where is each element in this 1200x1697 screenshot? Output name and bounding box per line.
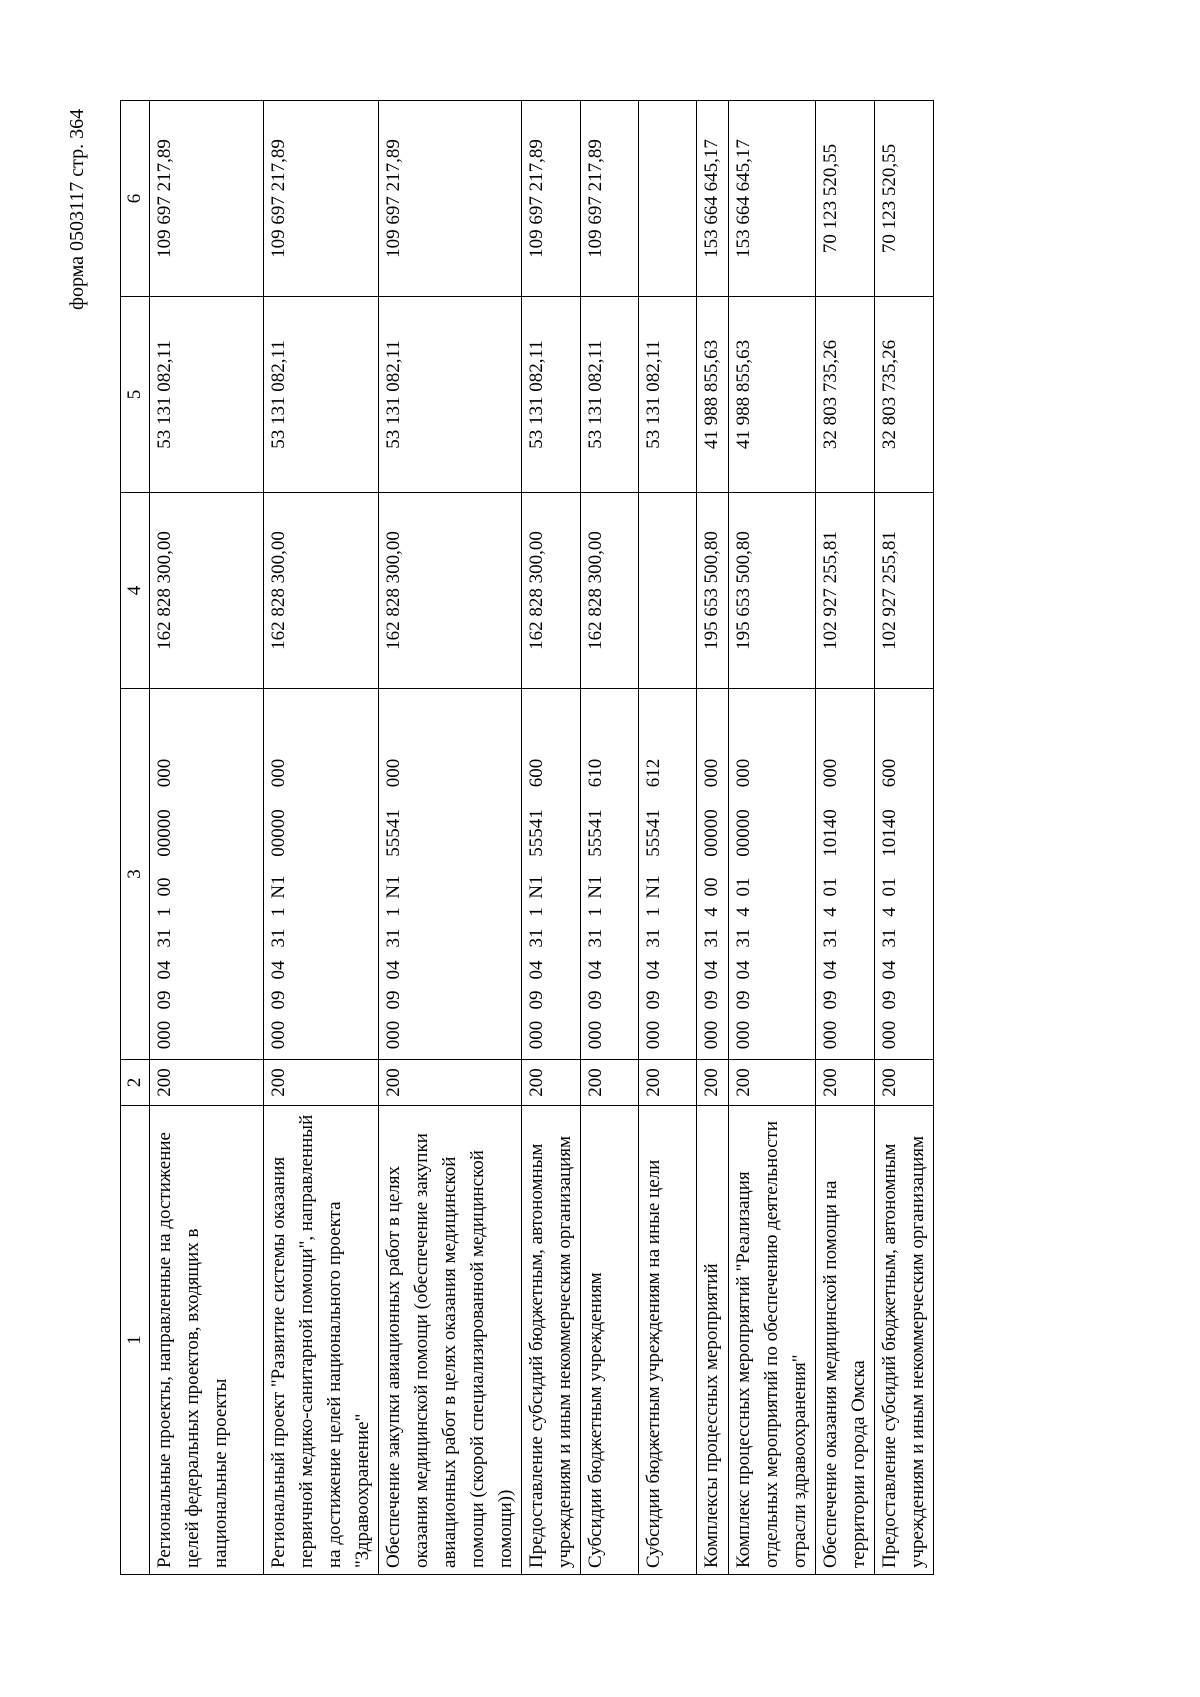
kbk-part: 1 bbox=[643, 907, 664, 917]
row-col5: 41 988 855,63 bbox=[729, 297, 816, 493]
row-kbk bbox=[816, 689, 875, 1060]
row-col4: 102 927 255,81 bbox=[816, 493, 875, 689]
row-col6: 109 697 217,89 bbox=[150, 101, 264, 297]
row-col6: 70 123 520,55 bbox=[875, 101, 934, 297]
row-col4: 102 927 255,81 bbox=[875, 493, 934, 689]
row-description: Комплекс процессных мероприятий "Реализация отдельных мероприятий по обеспечению деятельности отрасли здравоохранения" bbox=[729, 1106, 816, 1575]
kbk-part: 09 bbox=[585, 990, 606, 1010]
row-description: Обеспечение оказания медицинской помощи на территории города Омска bbox=[816, 1106, 875, 1575]
row-col4: 195 653 500,80 bbox=[697, 493, 729, 689]
kbk-part: 000 bbox=[733, 1020, 754, 1050]
row-col4: 162 828 300,00 bbox=[379, 493, 522, 689]
row-description: Субсидии бюджетным учреждениям на иные цели bbox=[639, 1106, 697, 1575]
kbk-part: N1 bbox=[643, 875, 664, 899]
row-kbk bbox=[150, 689, 264, 1060]
kbk-part: 04 bbox=[585, 960, 606, 980]
kbk-part: 31 bbox=[820, 928, 841, 948]
kbk-part: 4 bbox=[820, 907, 841, 917]
col-header: 3 bbox=[121, 689, 150, 1060]
row-col6: 70 123 520,55 bbox=[816, 101, 875, 297]
row-kbk bbox=[522, 689, 581, 1060]
kbk-part: N1 bbox=[526, 875, 547, 899]
kbk-part: 00 bbox=[701, 877, 722, 897]
kbk-part: 00000 bbox=[154, 809, 175, 857]
kbk-part: 1 bbox=[526, 907, 547, 917]
kbk-part: 00000 bbox=[701, 809, 722, 857]
row-col6: 109 697 217,89 bbox=[522, 101, 581, 297]
row-code: 200 bbox=[729, 1060, 816, 1106]
kbk-part: 09 bbox=[268, 990, 289, 1010]
kbk-part: 000 bbox=[701, 758, 722, 788]
kbk-part: 000 bbox=[154, 1020, 175, 1050]
row-description: Субсидии бюджетным учреждениям bbox=[581, 1106, 639, 1575]
kbk-part: 612 bbox=[643, 758, 664, 788]
table-row bbox=[264, 101, 379, 1575]
kbk-part: 09 bbox=[879, 990, 900, 1010]
row-kbk bbox=[697, 689, 729, 1060]
budget-table bbox=[120, 100, 934, 1575]
kbk-part: 10140 bbox=[879, 809, 900, 857]
kbk-part: 1 bbox=[268, 907, 289, 917]
row-col5: 53 131 082,11 bbox=[150, 297, 264, 493]
kbk-part: 31 bbox=[643, 928, 664, 948]
kbk-part: 000 bbox=[268, 1020, 289, 1050]
row-kbk bbox=[581, 689, 639, 1060]
row-col5: 53 131 082,11 bbox=[639, 297, 697, 493]
row-description: Предоставление субсидий бюджетным, автономным учреждениям и иным некоммерческим организациям bbox=[522, 1106, 581, 1575]
row-col5: 32 803 735,26 bbox=[816, 297, 875, 493]
form-label: форма 0503117 стр. 364 bbox=[66, 108, 88, 310]
table-row bbox=[150, 101, 264, 1575]
row-col4: 162 828 300,00 bbox=[264, 493, 379, 689]
kbk-part: 09 bbox=[701, 990, 722, 1010]
row-kbk bbox=[639, 689, 697, 1060]
row-description: Региональный проект "Развитие системы оказания первичной медико-санитарной помощи", направленный на достижение целей национального проекта "Здравоохранение" bbox=[264, 1106, 379, 1575]
row-code: 200 bbox=[264, 1060, 379, 1106]
kbk-part: 000 bbox=[585, 1020, 606, 1050]
kbk-part: 000 bbox=[383, 1020, 404, 1050]
kbk-part: N1 bbox=[383, 875, 404, 899]
table-row bbox=[729, 101, 816, 1575]
kbk-part: 04 bbox=[879, 960, 900, 980]
row-col4: 162 828 300,00 bbox=[522, 493, 581, 689]
header-row bbox=[121, 101, 150, 1575]
row-col4: 195 653 500,80 bbox=[729, 493, 816, 689]
kbk-part: 31 bbox=[733, 928, 754, 948]
row-code: 200 bbox=[875, 1060, 934, 1106]
row-col6: 109 697 217,89 bbox=[581, 101, 639, 297]
kbk-part: 610 bbox=[585, 758, 606, 788]
row-code: 200 bbox=[522, 1060, 581, 1106]
table-row bbox=[875, 101, 934, 1575]
row-description: Комплексы процессных мероприятий bbox=[697, 1106, 729, 1575]
row-code: 200 bbox=[581, 1060, 639, 1106]
kbk-part: N1 bbox=[585, 875, 606, 899]
kbk-part: 09 bbox=[154, 990, 175, 1010]
kbk-part: 01 bbox=[733, 877, 754, 897]
row-description: Обеспечение закупки авиационных работ в целях оказания медицинской помощи (обеспечение закупки авиационных работ в целях оказания медицинской помощи (скорой специализированной медицинской помощи)) bbox=[379, 1106, 522, 1575]
kbk-part: 31 bbox=[879, 928, 900, 948]
table-row bbox=[816, 101, 875, 1575]
kbk-part: 31 bbox=[154, 928, 175, 948]
kbk-part: 000 bbox=[643, 1020, 664, 1050]
row-description: Региональные проекты, направленные на достижение целей федеральных проектов, входящих в национальные проекты bbox=[150, 1106, 264, 1575]
col-header: 6 bbox=[121, 101, 150, 297]
row-code: 200 bbox=[816, 1060, 875, 1106]
table-row bbox=[639, 101, 697, 1575]
row-code: 200 bbox=[150, 1060, 264, 1106]
row-col5: 53 131 082,11 bbox=[581, 297, 639, 493]
kbk-part: 09 bbox=[526, 990, 547, 1010]
kbk-part: 04 bbox=[383, 960, 404, 980]
kbk-part: 4 bbox=[879, 907, 900, 917]
col-header: 2 bbox=[121, 1060, 150, 1106]
kbk-part: 000 bbox=[879, 1020, 900, 1050]
kbk-part: 000 bbox=[820, 1020, 841, 1050]
kbk-part: 04 bbox=[526, 960, 547, 980]
kbk-part: 000 bbox=[383, 758, 404, 788]
row-col5: 32 803 735,26 bbox=[875, 297, 934, 493]
kbk-part: 00000 bbox=[733, 809, 754, 857]
row-kbk bbox=[379, 689, 522, 1060]
kbk-part: 04 bbox=[643, 960, 664, 980]
col-header: 4 bbox=[121, 493, 150, 689]
row-col5: 41 988 855,63 bbox=[697, 297, 729, 493]
row-col6: 153 664 645,17 bbox=[729, 101, 816, 297]
kbk-part: 000 bbox=[268, 758, 289, 788]
kbk-part: 31 bbox=[526, 928, 547, 948]
table-row bbox=[581, 101, 639, 1575]
kbk-part: 31 bbox=[268, 928, 289, 948]
row-kbk bbox=[264, 689, 379, 1060]
kbk-part: 01 bbox=[820, 877, 841, 897]
kbk-part: 55541 bbox=[526, 809, 547, 857]
kbk-part: 04 bbox=[733, 960, 754, 980]
kbk-part: 01 bbox=[879, 877, 900, 897]
row-col6: 109 697 217,89 bbox=[264, 101, 379, 297]
kbk-part: 09 bbox=[820, 990, 841, 1010]
kbk-part: 4 bbox=[701, 907, 722, 917]
col-header: 1 bbox=[121, 1106, 150, 1575]
kbk-part: 1 bbox=[154, 907, 175, 917]
row-col4: 162 828 300,00 bbox=[581, 493, 639, 689]
row-col6 bbox=[639, 101, 697, 297]
kbk-part: 55541 bbox=[383, 809, 404, 857]
row-col5: 53 131 082,11 bbox=[264, 297, 379, 493]
rotated-table-container bbox=[120, 101, 928, 1575]
table-row bbox=[697, 101, 729, 1575]
kbk-part: 09 bbox=[643, 990, 664, 1010]
kbk-part: 600 bbox=[879, 758, 900, 788]
kbk-part: 31 bbox=[585, 928, 606, 948]
row-code: 200 bbox=[697, 1060, 729, 1106]
row-kbk bbox=[875, 689, 934, 1060]
row-col4: 162 828 300,00 bbox=[150, 493, 264, 689]
row-col6: 153 664 645,17 bbox=[697, 101, 729, 297]
row-code: 200 bbox=[639, 1060, 697, 1106]
kbk-part: 55541 bbox=[643, 809, 664, 857]
row-col4 bbox=[639, 493, 697, 689]
kbk-part: 000 bbox=[154, 758, 175, 788]
kbk-part: 31 bbox=[383, 928, 404, 948]
kbk-part: 09 bbox=[383, 990, 404, 1010]
kbk-part: 10140 bbox=[820, 809, 841, 857]
kbk-part: 04 bbox=[820, 960, 841, 980]
table-row bbox=[379, 101, 522, 1575]
kbk-part: 000 bbox=[701, 1020, 722, 1050]
kbk-part: 000 bbox=[733, 758, 754, 788]
kbk-part: 000 bbox=[526, 1020, 547, 1050]
page-header bbox=[56, 40, 96, 310]
row-description: Предоставление субсидий бюджетным, автономным учреждениям и иным некоммерческим организациям bbox=[875, 1106, 934, 1575]
kbk-part: 00 bbox=[154, 877, 175, 897]
kbk-part: 600 bbox=[526, 758, 547, 788]
kbk-part: 000 bbox=[820, 758, 841, 788]
kbk-part: N1 bbox=[268, 875, 289, 899]
col-header: 5 bbox=[121, 297, 150, 493]
kbk-part: 09 bbox=[733, 990, 754, 1010]
kbk-part: 00000 bbox=[268, 809, 289, 857]
row-kbk bbox=[729, 689, 816, 1060]
kbk-part: 55541 bbox=[585, 809, 606, 857]
kbk-part: 1 bbox=[383, 907, 404, 917]
kbk-part: 04 bbox=[154, 960, 175, 980]
kbk-part: 04 bbox=[268, 960, 289, 980]
kbk-part: 04 bbox=[701, 960, 722, 980]
row-col5: 53 131 082,11 bbox=[522, 297, 581, 493]
row-col6: 109 697 217,89 bbox=[379, 101, 522, 297]
row-code: 200 bbox=[379, 1060, 522, 1106]
kbk-part: 31 bbox=[701, 928, 722, 948]
kbk-part: 1 bbox=[585, 907, 606, 917]
table-row bbox=[522, 101, 581, 1575]
row-col5: 53 131 082,11 bbox=[379, 297, 522, 493]
kbk-part: 4 bbox=[733, 907, 754, 917]
